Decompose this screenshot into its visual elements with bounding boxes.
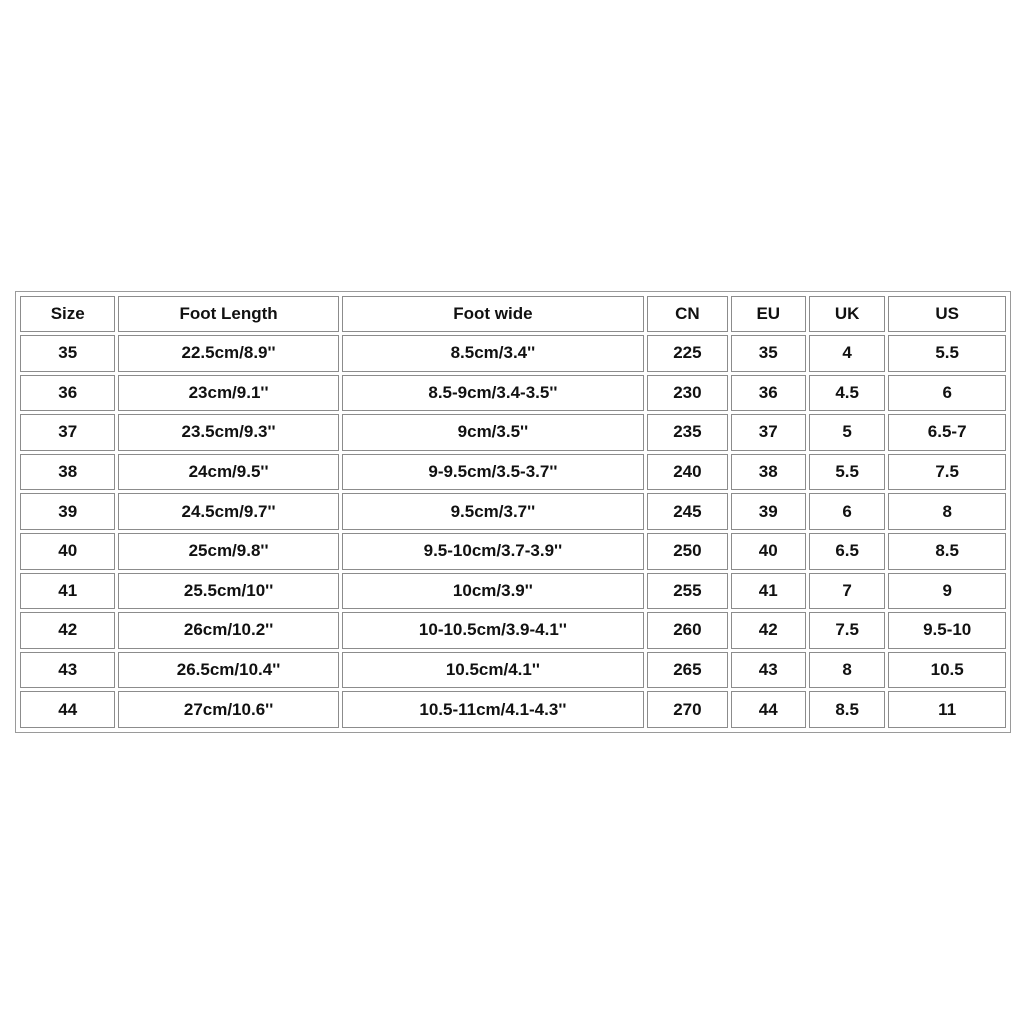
cell-us: 6	[888, 375, 1006, 412]
cell-us: 5.5	[888, 335, 1006, 372]
cell-eu: 40	[731, 533, 806, 570]
cell-uk: 4.5	[809, 375, 885, 412]
cell-us: 7.5	[888, 454, 1006, 491]
cell-foot-wide: 10.5-11cm/4.1-4.3''	[342, 691, 645, 728]
cell-foot-wide: 10-10.5cm/3.9-4.1''	[342, 612, 645, 649]
cell-foot-length: 27cm/10.6''	[118, 691, 338, 728]
cell-uk: 4	[809, 335, 885, 372]
table-row	[20, 454, 1006, 491]
cell-cn: 230	[647, 375, 727, 412]
cell-foot-length: 25cm/9.8''	[118, 533, 338, 570]
table-row	[20, 612, 1006, 649]
cell-uk: 8	[809, 652, 885, 689]
cell-uk: 7.5	[809, 612, 885, 649]
cell-us: 6.5-7	[888, 414, 1006, 451]
cell-us: 9.5-10	[888, 612, 1006, 649]
cell-foot-length: 23.5cm/9.3''	[118, 414, 338, 451]
cell-size: 42	[20, 612, 115, 649]
cell-cn: 260	[647, 612, 727, 649]
cell-foot-wide: 9-9.5cm/3.5-3.7''	[342, 454, 645, 491]
cell-foot-length: 25.5cm/10''	[118, 573, 338, 610]
cell-foot-length: 26cm/10.2''	[118, 612, 338, 649]
cell-us: 11	[888, 691, 1006, 728]
cell-foot-wide: 8.5cm/3.4''	[342, 335, 645, 372]
cell-size: 44	[20, 691, 115, 728]
cell-size: 35	[20, 335, 115, 372]
cell-foot-wide: 10cm/3.9''	[342, 573, 645, 610]
header-row	[20, 296, 1006, 332]
cell-us: 10.5	[888, 652, 1006, 689]
table-row	[20, 652, 1006, 689]
cell-foot-wide: 10.5cm/4.1''	[342, 652, 645, 689]
cell-foot-length: 26.5cm/10.4''	[118, 652, 338, 689]
cell-foot-length: 23cm/9.1''	[118, 375, 338, 412]
table-row	[20, 493, 1006, 530]
header-cell-eu: EU	[731, 296, 806, 332]
cell-foot-wide: 9.5cm/3.7''	[342, 493, 645, 530]
cell-foot-wide: 8.5-9cm/3.4-3.5''	[342, 375, 645, 412]
cell-uk: 7	[809, 573, 885, 610]
cell-cn: 255	[647, 573, 727, 610]
cell-eu: 36	[731, 375, 806, 412]
cell-foot-length: 24cm/9.5''	[118, 454, 338, 491]
cell-foot-wide: 9cm/3.5''	[342, 414, 645, 451]
header-cell-foot-wide: Foot wide	[342, 296, 645, 332]
table-row	[20, 414, 1006, 451]
cell-eu: 39	[731, 493, 806, 530]
cell-cn: 240	[647, 454, 727, 491]
header-cell-size: Size	[20, 296, 115, 332]
cell-size: 41	[20, 573, 115, 610]
cell-size: 40	[20, 533, 115, 570]
size-chart-table	[17, 293, 1009, 731]
cell-size: 43	[20, 652, 115, 689]
table-row	[20, 375, 1006, 412]
cell-uk: 5	[809, 414, 885, 451]
cell-uk: 6	[809, 493, 885, 530]
cell-eu: 41	[731, 573, 806, 610]
cell-uk: 6.5	[809, 533, 885, 570]
cell-foot-length: 22.5cm/8.9''	[118, 335, 338, 372]
cell-cn: 270	[647, 691, 727, 728]
cell-eu: 35	[731, 335, 806, 372]
cell-cn: 245	[647, 493, 727, 530]
cell-uk: 5.5	[809, 454, 885, 491]
header-cell-uk: UK	[809, 296, 885, 332]
cell-eu: 44	[731, 691, 806, 728]
cell-foot-length: 24.5cm/9.7''	[118, 493, 338, 530]
cell-foot-wide: 9.5-10cm/3.7-3.9''	[342, 533, 645, 570]
cell-eu: 43	[731, 652, 806, 689]
cell-size: 39	[20, 493, 115, 530]
cell-us: 8	[888, 493, 1006, 530]
cell-cn: 250	[647, 533, 727, 570]
cell-eu: 37	[731, 414, 806, 451]
table-row	[20, 691, 1006, 728]
header-cell-cn: CN	[647, 296, 727, 332]
cell-cn: 235	[647, 414, 727, 451]
cell-size: 38	[20, 454, 115, 491]
header-cell-foot-length: Foot Length	[118, 296, 338, 332]
cell-size: 36	[20, 375, 115, 412]
table-row	[20, 573, 1006, 610]
cell-us: 9	[888, 573, 1006, 610]
size-chart	[15, 291, 1011, 733]
table-row	[20, 335, 1006, 372]
cell-us: 8.5	[888, 533, 1006, 570]
cell-size: 37	[20, 414, 115, 451]
cell-eu: 42	[731, 612, 806, 649]
table-row	[20, 533, 1006, 570]
cell-cn: 225	[647, 335, 727, 372]
cell-uk: 8.5	[809, 691, 885, 728]
cell-cn: 265	[647, 652, 727, 689]
header-cell-us: US	[888, 296, 1006, 332]
cell-eu: 38	[731, 454, 806, 491]
